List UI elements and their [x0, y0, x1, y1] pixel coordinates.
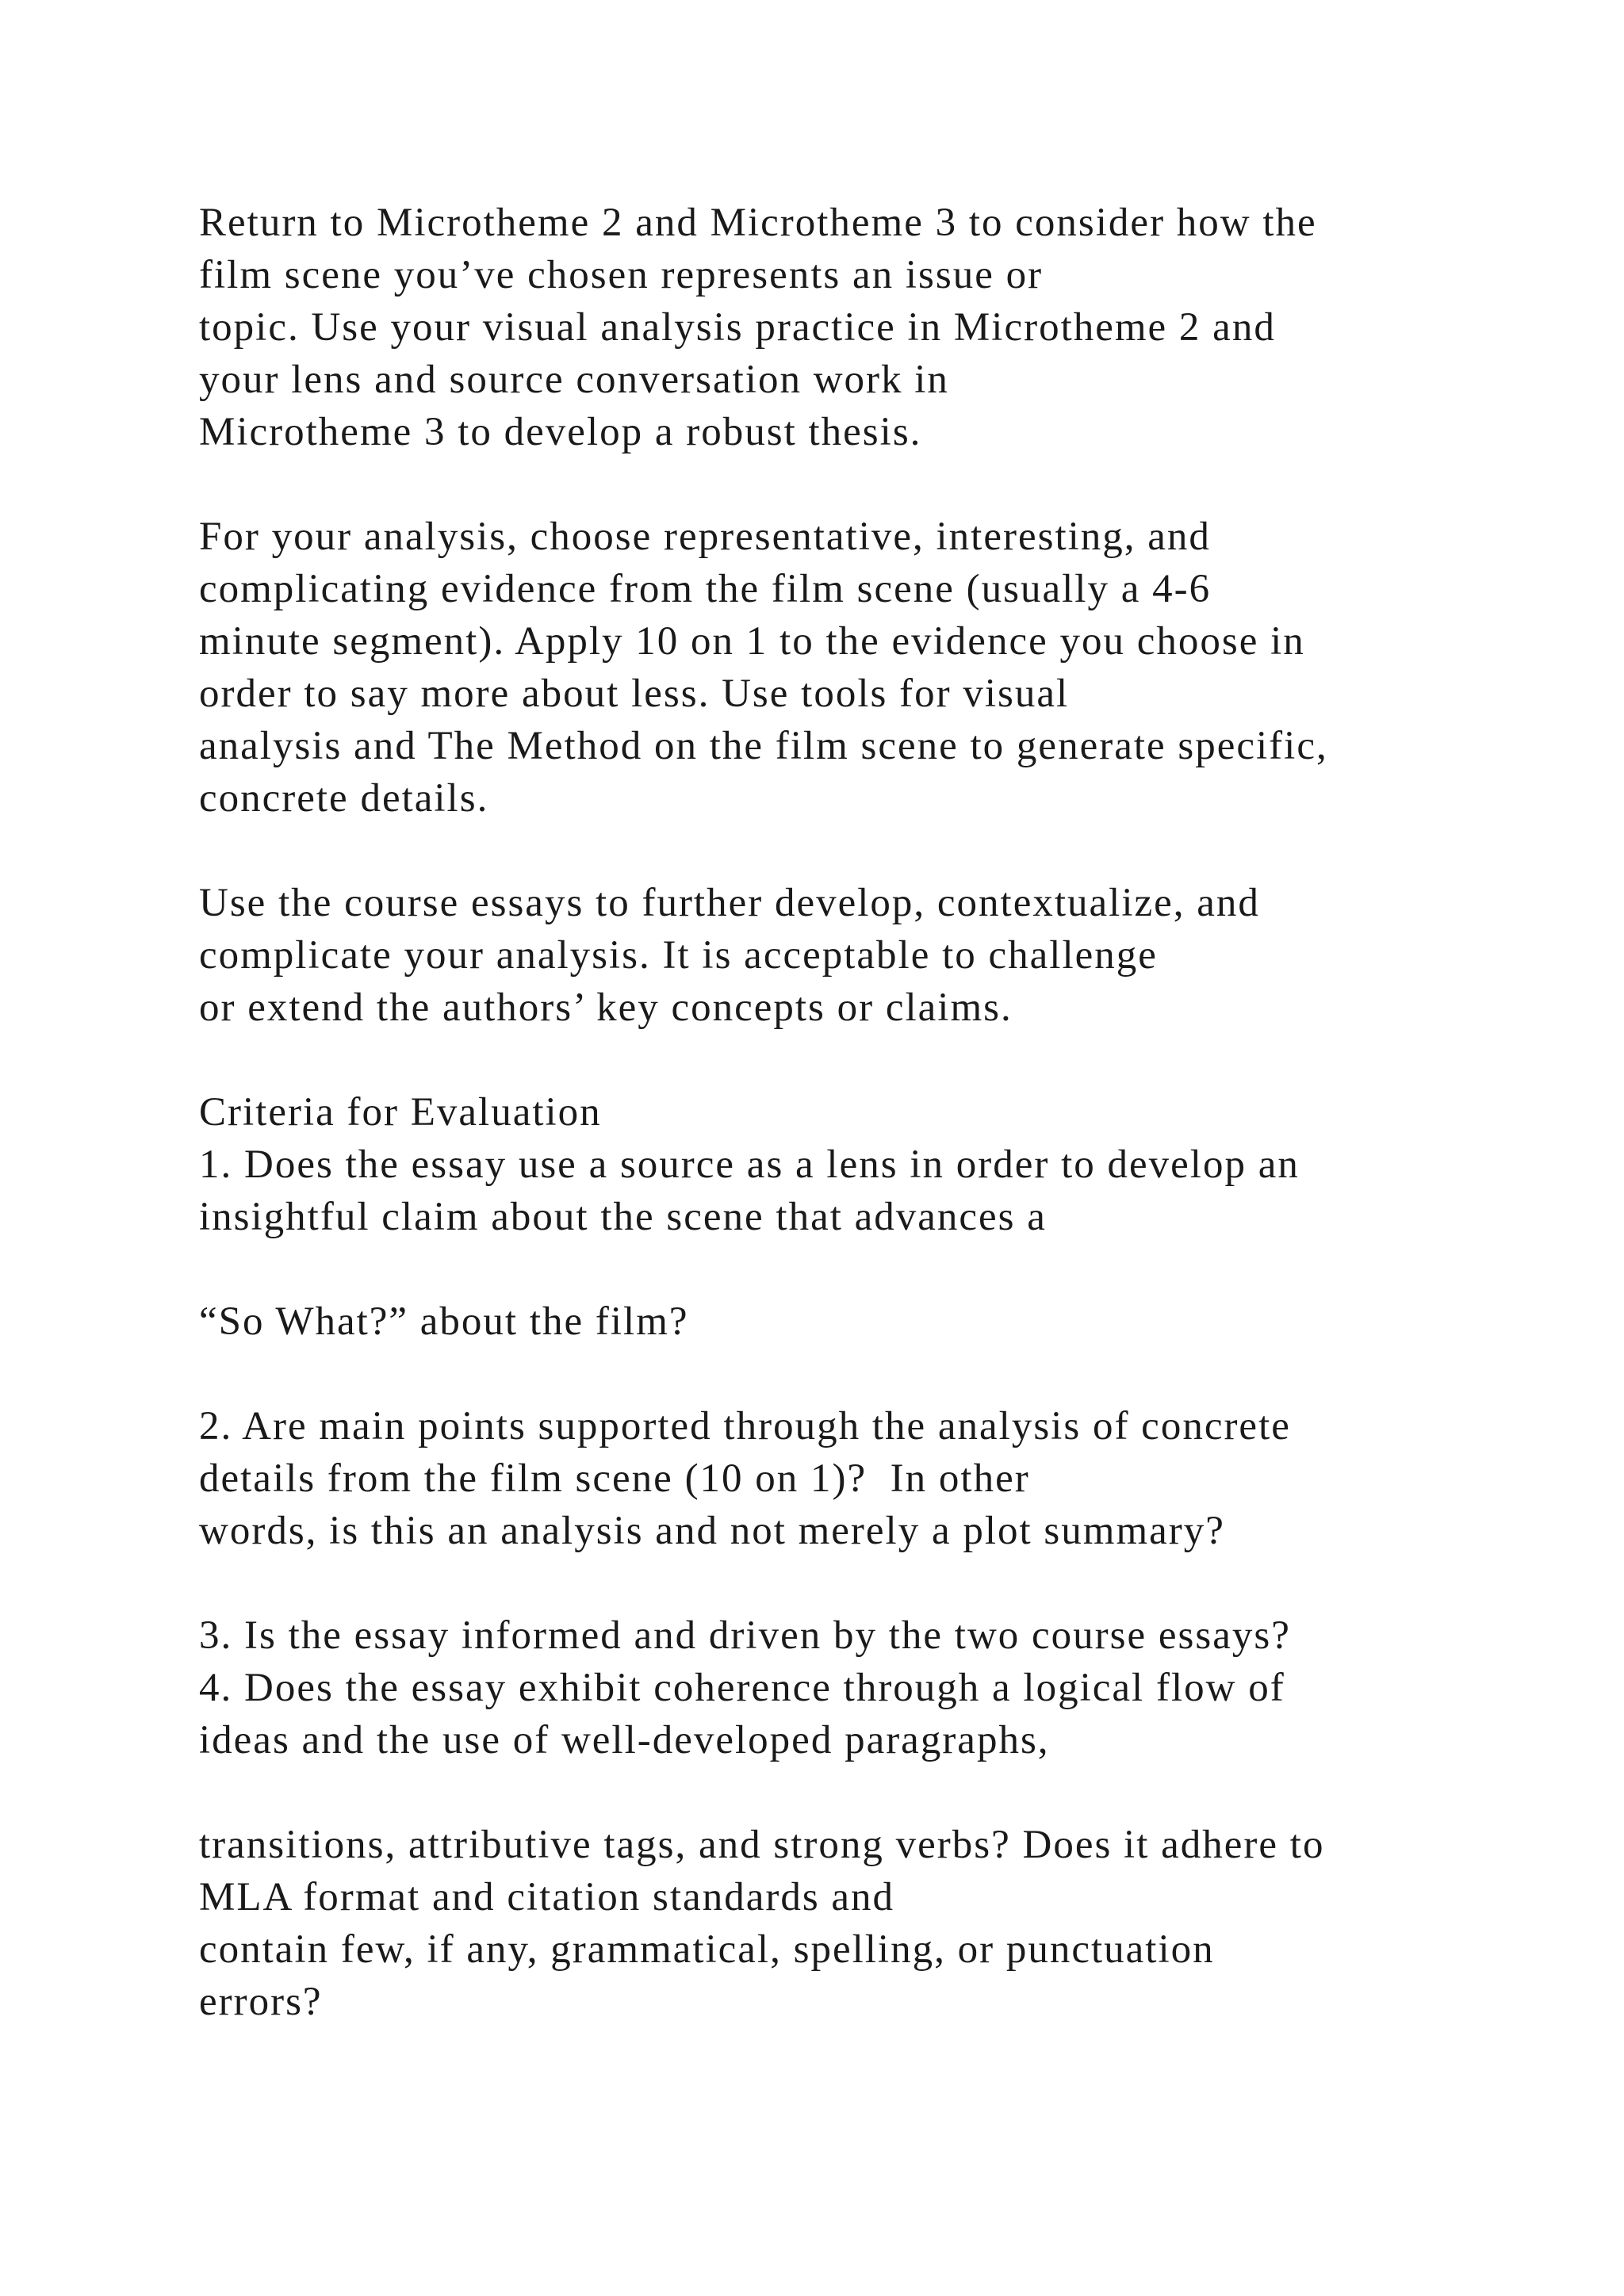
text-line: order to say more about less. Use tools for visual	[199, 672, 1070, 716]
criterion-2-line: details from the film scene (10 on 1)? In other	[199, 1456, 1030, 1501]
course-essays-paragraph	[199, 877, 1547, 1034]
paragraph-spacer	[199, 458, 1547, 511]
criterion-1-line: insightful claim about the scene that advances a	[199, 1195, 1047, 1239]
criterion-4-continuation: contain few, if any, grammatical, spelling, or punctuation	[199, 1927, 1215, 1972]
text-line: Return to Microtheme 2 and Microtheme 3 to consider how the	[199, 201, 1317, 245]
text-line: film scene you’ve chosen represents an issue or	[199, 253, 1044, 297]
text-line: concrete details.	[199, 776, 489, 821]
paragraph-spacer	[199, 1557, 1547, 1609]
text-line: complicate your analysis. It is acceptable to challenge	[199, 933, 1158, 978]
text-line: or extend the authors’ key concepts or claims.	[199, 985, 1013, 1030]
text-line: Microtheme 3 to develop a robust thesis.	[199, 410, 922, 454]
document-body	[199, 197, 1547, 2028]
text-line: minute segment). Apply 10 on 1 to the evidence you choose in	[199, 619, 1305, 664]
criteria-heading: Criteria for Evaluation	[199, 1090, 602, 1135]
criterion-2-line: 2. Are main points supported through the analysis of concrete	[199, 1404, 1291, 1448]
text-line: your lens and source conversation work in	[199, 358, 949, 402]
text-line: analysis and The Method on the film scene to generate specific,	[199, 724, 1328, 768]
criterion-1-line: 1. Does the essay use a source as a lens in order to develop an	[199, 1142, 1300, 1187]
text-line: complicating evidence from the film scene (usually a 4-6	[199, 567, 1212, 611]
text-line: For your analysis, choose representative, interesting, and	[199, 515, 1211, 559]
criterion-4-continuation: transitions, attributive tags, and strong verbs? Does it adhere to	[199, 1823, 1325, 1867]
criterion-3-line: 3. Is the essay informed and driven by the two course essays?	[199, 1613, 1291, 1658]
criterion-2-line: words, is this an analysis and not merely a plot summary?	[199, 1509, 1225, 1553]
paragraph-spacer	[199, 1034, 1547, 1086]
analysis-paragraph	[199, 511, 1547, 825]
criterion-4-continuation: MLA format and citation standards and	[199, 1875, 895, 1919]
intro-paragraph	[199, 197, 1547, 458]
criteria-section	[199, 1086, 1547, 2028]
paragraph-spacer	[199, 1348, 1547, 1400]
criterion-1-continuation: “So What?” about the film?	[199, 1299, 689, 1344]
criterion-4-line: ideas and the use of well-developed paragraphs,	[199, 1718, 1050, 1762]
text-line: Use the course essays to further develop, contextualize, and	[199, 881, 1260, 925]
paragraph-spacer	[199, 1243, 1547, 1295]
criterion-4-continuation: errors?	[199, 1980, 323, 2024]
text-line: topic. Use your visual analysis practice in Microtheme 2 and	[199, 305, 1276, 350]
criterion-4-line: 4. Does the essay exhibit coherence through a logical flow of	[199, 1666, 1285, 1710]
paragraph-spacer	[199, 1766, 1547, 1819]
paragraph-spacer	[199, 825, 1547, 877]
